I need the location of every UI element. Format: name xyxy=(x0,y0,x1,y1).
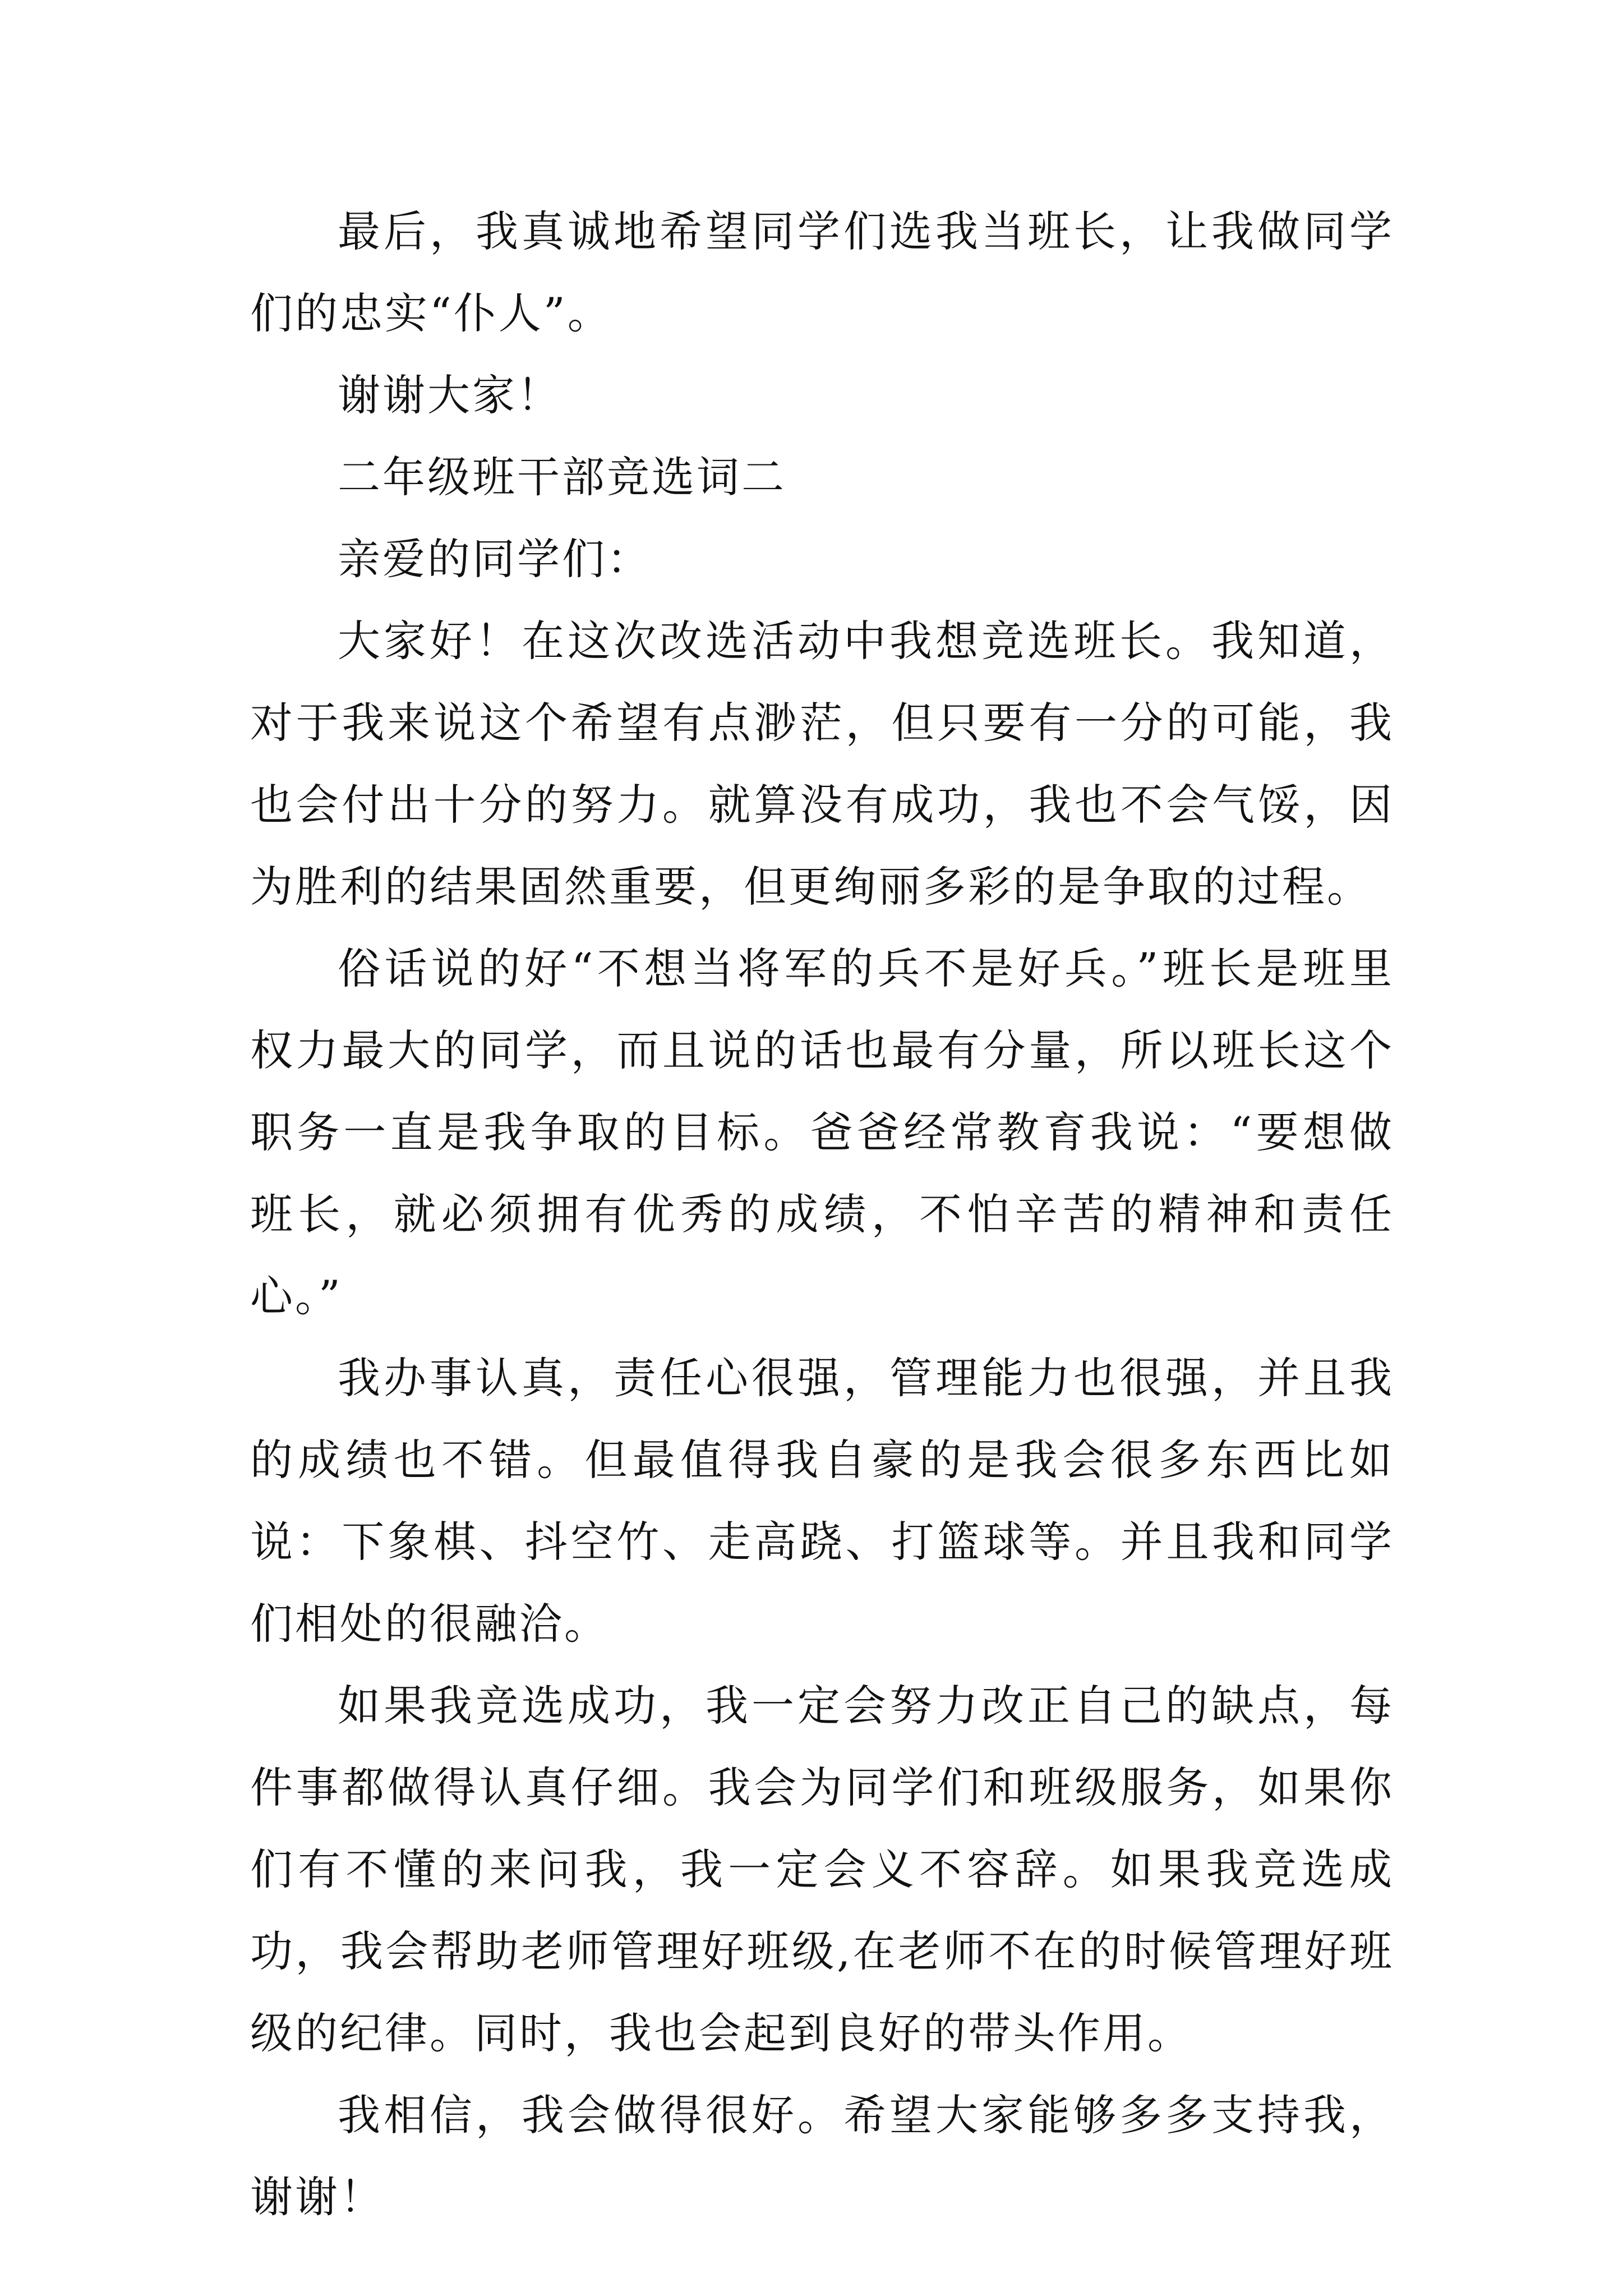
paragraph-salutation: 亲爱的同学们： xyxy=(338,534,652,584)
paragraph-promises: 如果我竞选成功，我一定会努力改正自己的缺点，每件事都做得认真仔细。我会为同学们和班级服务，如果你们有不懂的来问我，我一定会义不容辞。如果我竞选成功，我会帮助老师管理好班级,在老师不在的时候管理好班级的纪律。同时，我也会起到良好的带头作用。 xyxy=(250,1681,1394,2058)
paragraph-closing-wish: 最后，我真诚地希望同学们选我当班长，让我做同学们的忠实“仆人”。 xyxy=(250,206,1394,338)
paragraph-proverb: 俗话说的好“不想当将军的兵不是好兵。”班长是班里权力最大的同学，而且说的话也最有分量，所以班长这个职务一直是我争取的目标。爸爸经常教育我说：“要想做班长，就必须拥有优秀的成绩，不怕辛苦的精神和责任心。” xyxy=(250,944,1394,1321)
paragraph-conclusion: 我相信，我会做得很好。希望大家能够多多支持我，谢谢！ xyxy=(250,2090,1394,2222)
paragraph-intro: 大家好！在这次改选活动中我想竞选班长。我知道，对于我来说这个希望有点渺茫，但只要有一分的可能，我也会付出十分的努力。就算没有成功，我也不会气馁，因为胜利的结果固然重要，但更绚丽多彩的是争取的过程。 xyxy=(250,616,1394,912)
paragraph-thanks: 谢谢大家！ xyxy=(338,370,562,420)
paragraph-abilities: 我办事认真，责任心很强，管理能力也很强，并且我的成绩也不错。但最值得我自豪的是我会很多东西比如说：下象棋、抖空竹、走高跷、打篮球等。并且我和同学们相处的很融洽。 xyxy=(250,1353,1394,1649)
document-body xyxy=(250,191,1394,2238)
section-heading: 二年级班干部竞选词二 xyxy=(338,452,786,502)
